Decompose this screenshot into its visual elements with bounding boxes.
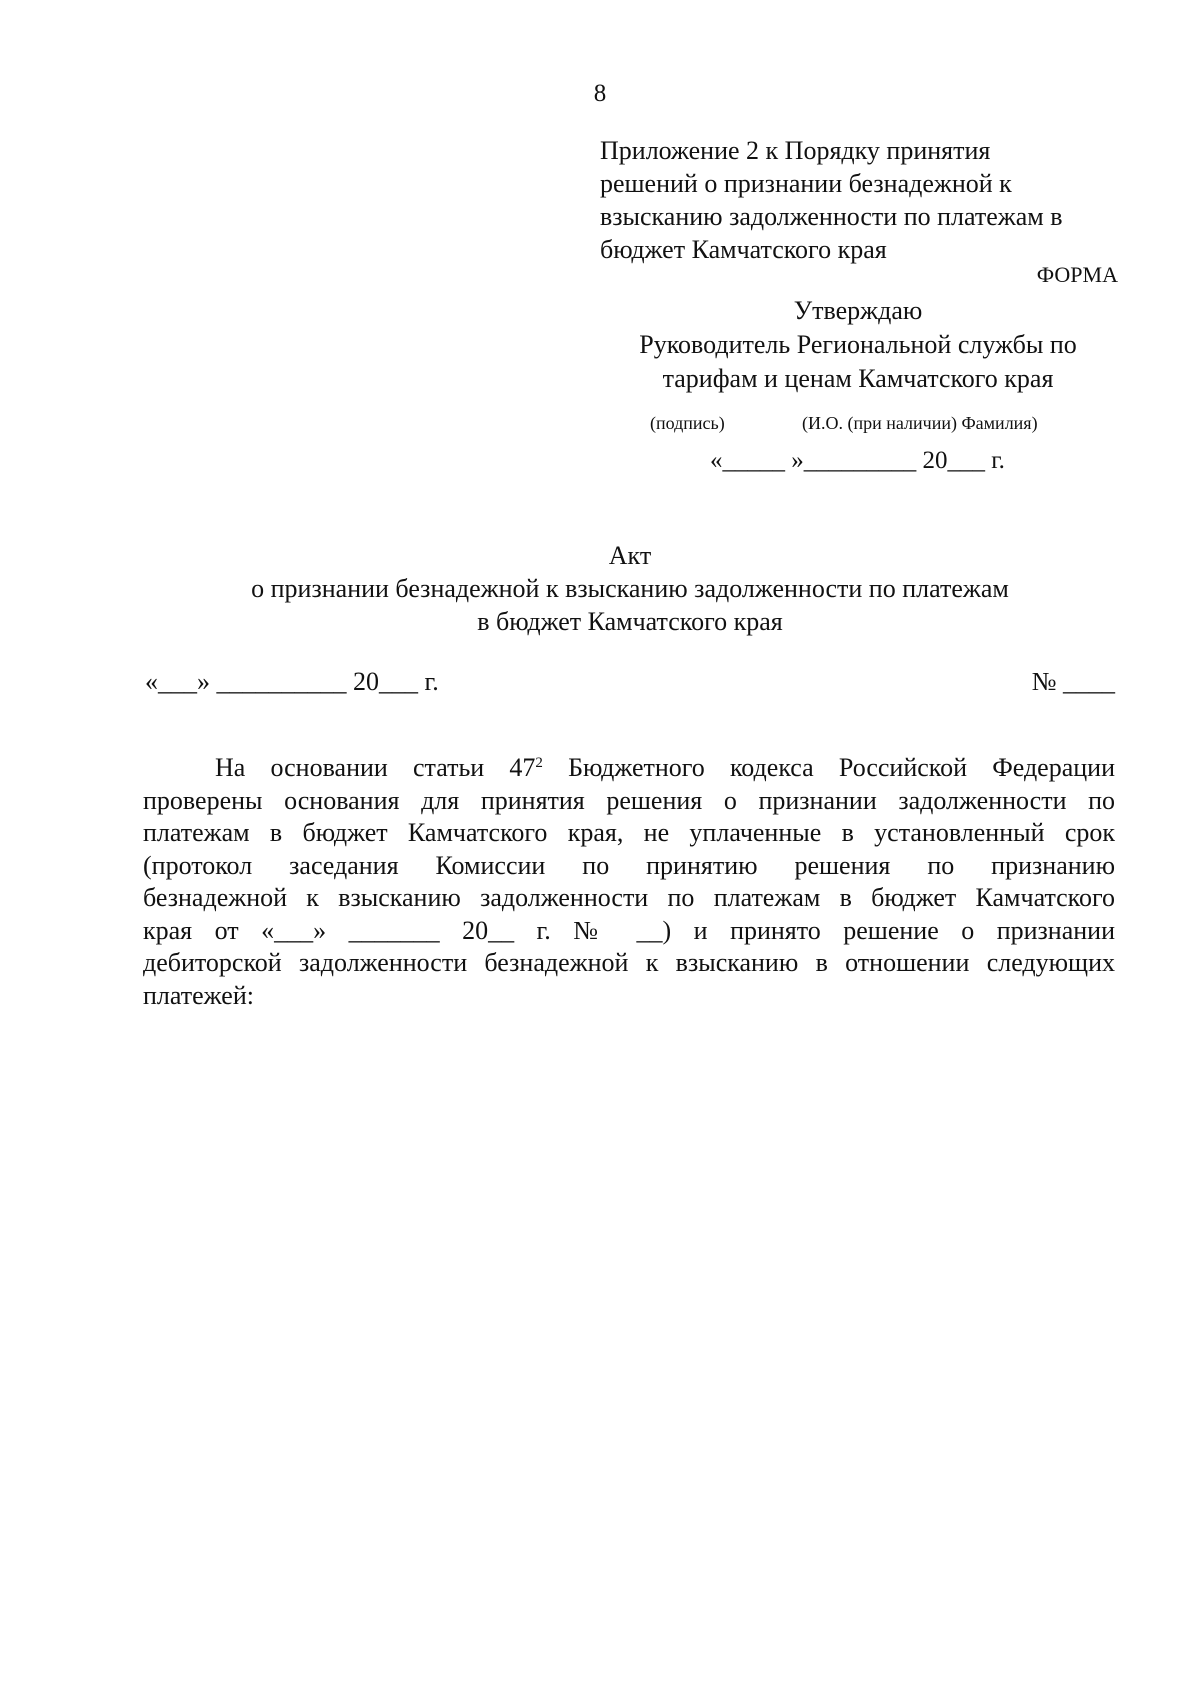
paragraph-line: платежей: — [143, 980, 254, 1010]
appendix-line: взысканию задолженности по платежам в — [600, 202, 1063, 231]
appendix-line: Приложение 2 к Порядку принятия — [600, 136, 991, 165]
approval-date-line: «_____ »_________ 20___ г. — [710, 447, 1005, 474]
form-label: ФОРМА — [1036, 262, 1118, 287]
paragraph-text: На основании статьи 47 — [215, 753, 536, 782]
approval-role-line: Руководитель Региональной службы по — [639, 330, 1077, 359]
paragraph-line: дебиторской задолженности безнадежной к взысканию в отношении следующих — [143, 948, 1115, 977]
paragraph-line: платежам в бюджет Камчатского края, не уплаченные в установленный срок — [143, 818, 1115, 847]
paragraph-line: края от «___» _______ 20__ г. № __) и принято решение о признании — [143, 915, 1115, 945]
paragraph-line — [143, 752, 1115, 785]
body-paragraph — [143, 752, 1115, 1012]
paragraph-line: безнадежной к взысканию задолженности по платежам в бюджет Камчатского — [143, 883, 1115, 912]
name-caption: (И.О. (при наличии) Фамилия) — [802, 413, 1038, 433]
document-title: Акт — [608, 541, 652, 570]
signature-caption: (подпись) — [650, 413, 725, 433]
paragraph-line: (протокол заседания Комиссии по принятию решения по признанию — [143, 850, 1115, 880]
act-date: «___» __________ 20___ г. — [145, 667, 439, 696]
document-subtitle: о признании безнадежной к взысканию задолженности по платежам — [251, 574, 1009, 603]
document-subtitle: в бюджет Камчатского края — [477, 607, 783, 636]
approval-word: Утверждаю — [793, 296, 923, 325]
approval-role-line: тарифам и ценам Камчатского края — [662, 364, 1054, 393]
page-number: 8 — [593, 80, 607, 107]
appendix-line: бюджет Камчатского края — [600, 235, 887, 264]
act-number: № ____ — [1031, 667, 1115, 696]
paragraph-text: Бюджетного кодекса Российской Федерации — [542, 753, 1115, 782]
appendix-line: решений о признании безнадежной к — [600, 169, 1012, 198]
appendix-header — [600, 134, 1160, 266]
superscript: 2 — [535, 755, 543, 771]
paragraph-line: проверены основания для принятия решения о признании задолженности по — [143, 785, 1115, 815]
